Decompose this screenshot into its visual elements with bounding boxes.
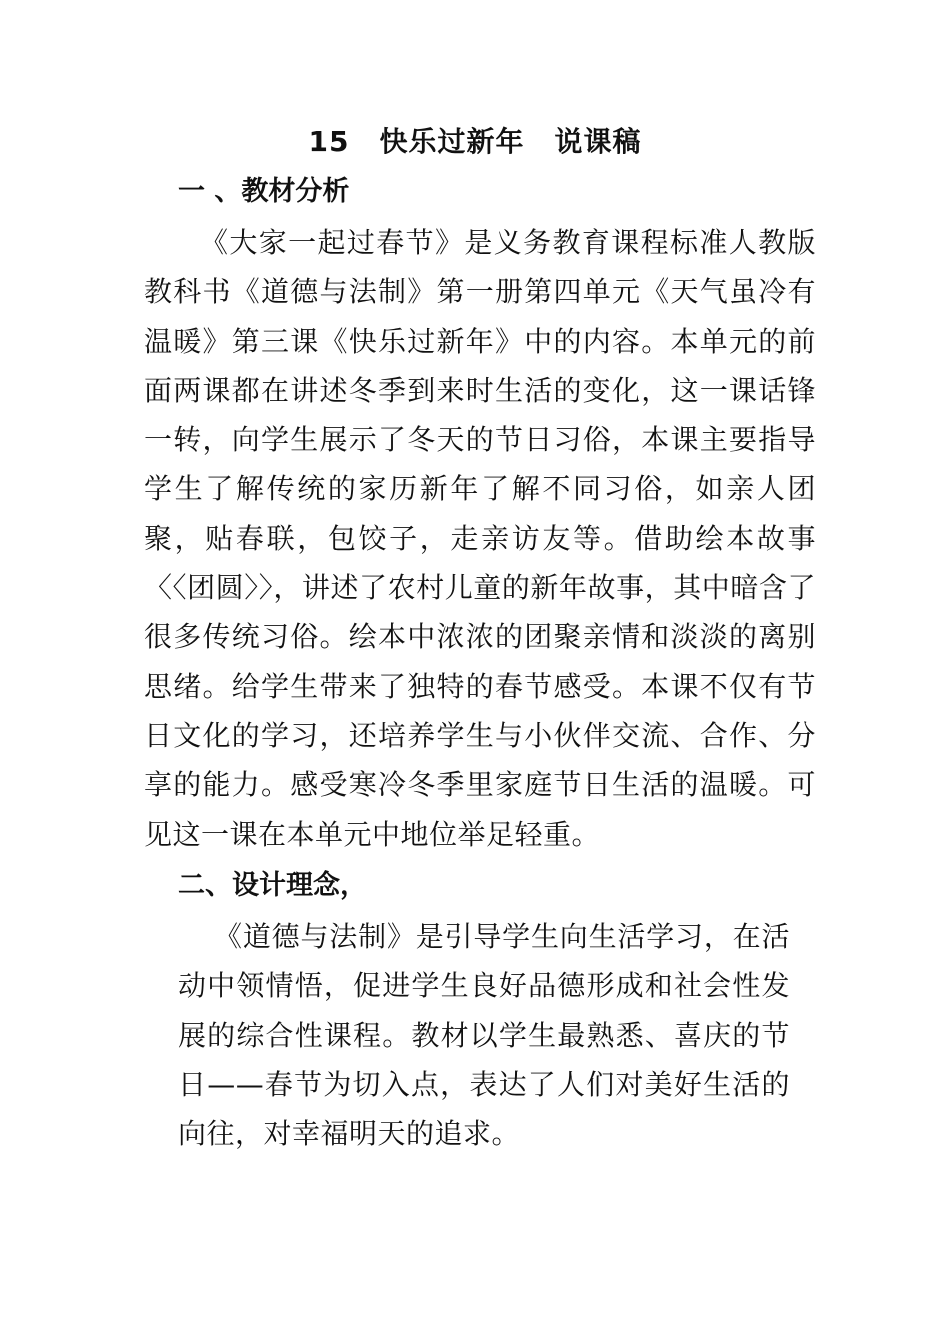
section-heading-textbook-analysis: 一 、教材分析: [178, 176, 350, 207]
title-sub: 说课稿: [554, 125, 642, 158]
title-number: 15: [308, 125, 350, 158]
document-title: [0, 118, 950, 166]
section-body-design-concept: 《道德与法制》是引导学生向生活学习，在活动中领情悟，促进学生良好品德形成和社会性发展的综合性课程。教材以学生最熟悉、喜庆的节日——春节为切入点，表达了人们对美好生活的向往，对幸福明天的追求。: [178, 920, 790, 1151]
section-body-textbook-analysis: 《大家一起过春节》是义务教育课程标准人教版教科书《道德与法制》第一册第四单元《天气虽冷有温暖》第三课《快乐过新年》中的内容。本单元的前面两课都在讲述冬季到来时生活的变化，这一课话锋一转，向学生展示了冬天的节日习俗，本课主要指导学生了解传统的家历新年了解不同习俗，如亲人团聚，贴春联，包饺子，走亲访友等。借助绘本故事〈〈团圆〉〉，讲述了农村儿童的新年故事，其中暗含了很多传统习俗。绘本中浓浓的团聚亲情和淡淡的离别思绪。给学生带来了独特的春节感受。本课不仅有节日文化的学习，还培养学生与小伙伴交流、合作、分享的能力。感受寒冷冬季里家庭节日生活的温暖。可见这一课在本单元中地位举足轻重。: [144, 226, 816, 851]
section-heading-design-concept: 二、设计理念，: [178, 870, 367, 901]
title-main: 快乐过新年: [379, 125, 525, 158]
